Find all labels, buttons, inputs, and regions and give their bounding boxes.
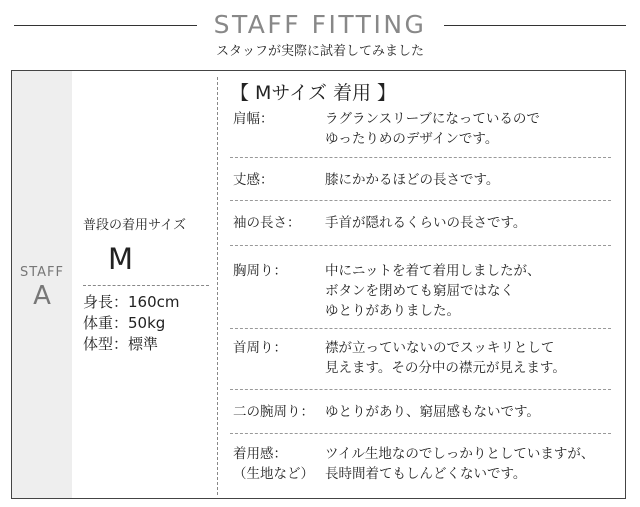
spec-row-chest xyxy=(230,246,611,329)
size-divider xyxy=(83,285,209,286)
spec-row-text xyxy=(325,109,540,149)
spec-heading: 【 Mサイズ 着用 】 xyxy=(230,82,396,104)
spec-row-sleeve xyxy=(230,201,611,246)
spec-row-text xyxy=(325,402,540,422)
spec-row-line: 手首が隠れるくらいの長さです。 xyxy=(325,215,527,231)
page-title: STAFF FITTING xyxy=(213,10,427,39)
spec-row-text xyxy=(325,261,540,321)
spec-row-label-line: 着用感： xyxy=(233,446,287,462)
staff-profile xyxy=(83,292,180,355)
staff-height: 身長：160cm xyxy=(83,293,180,311)
spec-row-text xyxy=(325,170,499,190)
spec-row-shoulder xyxy=(230,107,611,158)
spec-row-line: ゆとりがあり、窮屈感もないです。 xyxy=(325,404,540,420)
spec-row-line: ラグランスリーブになっているので xyxy=(325,111,540,127)
spec-row-label-note: （生地など） xyxy=(233,466,314,482)
spec-row-line: 襟が立っていないのでスッキリとして xyxy=(325,340,555,356)
spec-row-line: ボタンを閉めても窮屈ではなく xyxy=(325,283,514,299)
spec-row-line: 見えます。その分中の襟元が見えます。 xyxy=(325,360,566,376)
spec-row-text xyxy=(325,444,594,484)
spec-row-line: 膝にかかるほどの長さです。 xyxy=(325,172,500,188)
spec-row-line: ゆったりめのデザインです。 xyxy=(325,131,499,147)
spec-row-upper-arm xyxy=(230,390,611,434)
header xyxy=(0,8,640,42)
spec-row-neck xyxy=(230,329,611,390)
spec-row-label: 二の腕周り： xyxy=(233,404,314,420)
spec-row-label: 袖の長さ： xyxy=(233,215,301,231)
spec-row-text xyxy=(325,338,566,378)
page-subtitle: スタッフが実際に試着してみました xyxy=(215,44,424,59)
spec-row-label: 肩幅： xyxy=(233,111,274,127)
staff-label: STAFF xyxy=(19,265,65,280)
staff-body-type: 体型：標準 xyxy=(83,335,159,353)
column-divider xyxy=(217,77,218,495)
spec-rows xyxy=(230,107,611,494)
spec-row-text xyxy=(325,213,526,233)
spec-row-line: 長時間着てもしんどくないです。 xyxy=(325,466,527,482)
spec-row-label: 丈感： xyxy=(233,172,274,188)
spec-row-label xyxy=(233,444,314,484)
staff-letter: A xyxy=(33,281,51,311)
spec-row-wear-feel xyxy=(230,434,611,494)
usual-size-value: M xyxy=(108,242,134,276)
fitting-card xyxy=(11,70,626,499)
spec-row-label: 首周り： xyxy=(233,340,287,356)
staff-weight: 体重：50kg xyxy=(83,314,166,332)
spec-row-line: ツイル生地なのでしっかりとしていますが、 xyxy=(325,446,595,462)
spec-row-line: ゆとりがありました。 xyxy=(325,303,460,319)
usual-size-label: 普段の着用サイズ xyxy=(83,218,186,233)
spec-row-label: 胸周り： xyxy=(233,263,287,279)
spec-row-line: 中にニットを着て着用しましたが、 xyxy=(325,263,541,279)
spec-row-length xyxy=(230,158,611,201)
staff-column xyxy=(12,71,72,498)
